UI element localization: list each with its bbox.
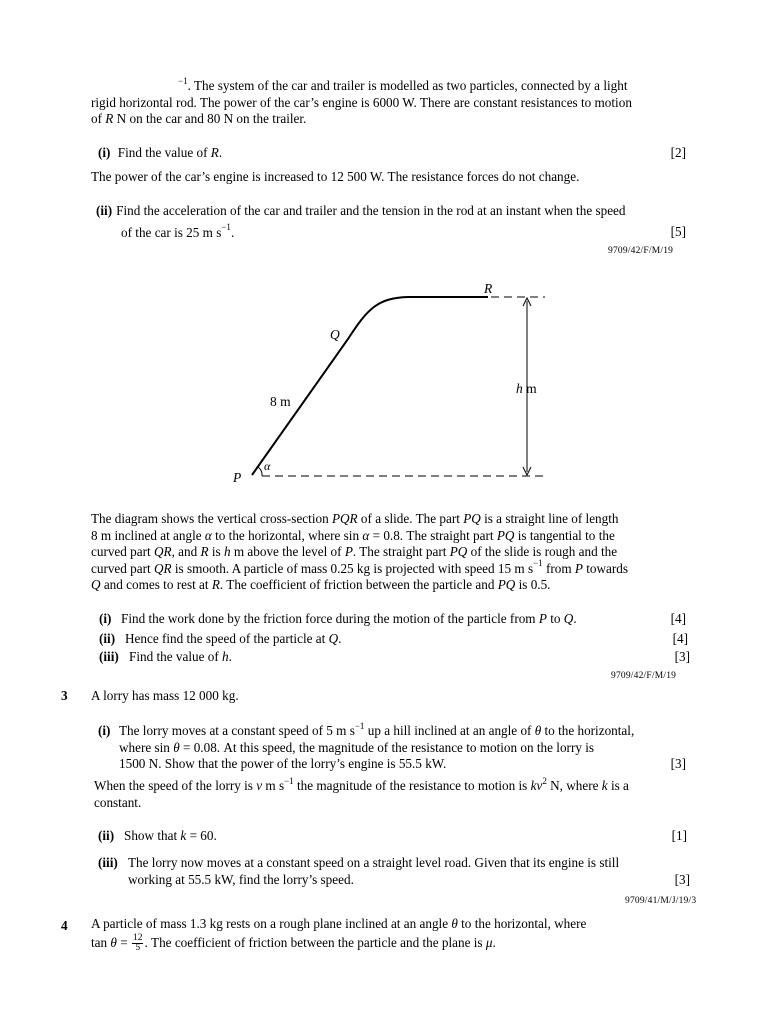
q2-para-l3-a: curved part bbox=[91, 544, 154, 559]
q2-part-iii-v1: h bbox=[222, 649, 229, 664]
q4-l2-c: . The coefficient of friction between the particle and the plane is bbox=[144, 934, 486, 950]
q3-part-i bbox=[98, 720, 686, 773]
q1-intro-line3-R: R bbox=[105, 111, 114, 126]
q3-part-i-l1-v: θ bbox=[534, 723, 542, 738]
q1-part-i-text-var: R bbox=[210, 145, 219, 160]
q3-number: 3 bbox=[61, 688, 68, 703]
q3-mid-l1-c: the magnitude of the resistance to motion is bbox=[293, 778, 531, 793]
q3-part-i-l1-a: The lorry moves at a constant speed of 5 m s bbox=[119, 723, 355, 738]
q2-part-iii-text-b: . bbox=[228, 649, 232, 664]
q1-part-i-text-a: Find the value of bbox=[117, 145, 211, 160]
fraction-12-over-5 bbox=[132, 934, 144, 954]
q2-para-l5-v3: PQ bbox=[497, 577, 516, 592]
q2-para-l1-b: of a slide. The part bbox=[357, 511, 464, 526]
q3-mid-l1-k2: k bbox=[601, 778, 608, 793]
q2-reference: 9709/42/F/M/19 bbox=[611, 671, 677, 681]
q4-frac-num: 12 bbox=[132, 932, 143, 943]
q2-para-l1-a: The diagram shows the vertical cross-section bbox=[91, 511, 332, 526]
q1-part-ii-line2-sup: −1 bbox=[221, 222, 231, 233]
q3-part-i-l2-v: θ bbox=[173, 739, 180, 755]
q1-intro-line3-a: of bbox=[91, 111, 106, 126]
q4-text bbox=[91, 916, 686, 954]
q2-part-ii-v1: Q bbox=[328, 631, 339, 646]
q2-para-l5-a: and comes to rest at bbox=[100, 577, 212, 592]
q2-para-l2-v1: α bbox=[204, 527, 212, 543]
q2-part-i-text-c: . bbox=[573, 611, 577, 626]
q2-part-i-text-a: Find the work done by the friction force during the motion of the particle from bbox=[121, 611, 539, 626]
q1-mid-text: The power of the car’s engine is increased to 12 500 W. The resistance forces do not change. bbox=[91, 169, 580, 184]
q2-part-i-text-b: to bbox=[546, 611, 564, 626]
q2-part-ii-mark: [4] bbox=[672, 631, 688, 646]
q4-l2-a: tan bbox=[91, 934, 111, 950]
q4-l1-b: to the horizontal, where bbox=[457, 916, 587, 931]
q2-para-l4-sup: −1 bbox=[533, 558, 543, 569]
q2-para-l4-v2: P bbox=[574, 560, 583, 576]
q4-l2-d: . bbox=[492, 934, 496, 950]
q1-intro-line2: rigid horizontal rod. The power of the car’s engine is 6000 W. There are constant resistances to motion bbox=[91, 94, 632, 110]
q2-part-iii bbox=[99, 649, 659, 666]
q3-mid-l2: constant. bbox=[94, 794, 142, 810]
q3-mid-l1-sup: −1 bbox=[284, 775, 294, 786]
q3-reference: 9709/41/M/J/19/3 bbox=[625, 896, 697, 906]
q1-intro-line3-b: N on the car and 80 N on the trailer. bbox=[113, 111, 307, 126]
q2-part-iii-mark: [3] bbox=[674, 649, 690, 664]
q3-part-iii-l1: The lorry now moves at a constant speed on a straight level road. Given that its engine is still bbox=[128, 855, 620, 870]
angle-arc bbox=[258, 467, 262, 476]
q2-para-l1-c: is a straight line of length bbox=[480, 511, 619, 526]
q4-l1-a: A particle of mass 1.3 kg rests on a rough plane inclined at an angle bbox=[91, 916, 452, 931]
q2-para-l2-d: is tangential to the bbox=[514, 527, 615, 543]
q2-para-l1-v1: PQR bbox=[331, 511, 358, 526]
q3-part-ii-text-b: = 60. bbox=[186, 828, 217, 843]
q1-part-i-label: (i) bbox=[98, 145, 111, 160]
label-height bbox=[516, 381, 537, 396]
q1-part-ii-line2-b: . bbox=[230, 224, 235, 240]
q2-para-l2-a: 8 m inclined at angle bbox=[91, 527, 205, 543]
q2-para-l2-c: = 0.8. The straight part bbox=[369, 527, 497, 543]
q3-part-iii-label: (iii) bbox=[98, 855, 118, 870]
q2-para-l2-v3: PQ bbox=[496, 527, 515, 543]
q3-mid-l1-e: is a bbox=[607, 778, 629, 793]
q4-l2-mu: μ bbox=[485, 934, 493, 950]
q3-part-ii bbox=[98, 828, 658, 845]
q2-para-l5-v1: Q bbox=[91, 577, 101, 592]
q2-para-l3-v2: R bbox=[200, 544, 209, 559]
q2-part-ii-label: (ii) bbox=[99, 631, 116, 646]
q2-description bbox=[91, 511, 686, 594]
q2-part-iii-text-a: Find the value of bbox=[129, 649, 223, 664]
q3-part-i-l1-sup: −1 bbox=[354, 720, 365, 731]
diagram-label-h: h bbox=[516, 381, 523, 396]
q3-mid-l1-v: v bbox=[256, 778, 263, 793]
q3-mid-l1-a: When the speed of the lorry is bbox=[94, 778, 257, 793]
label-R: R bbox=[484, 281, 493, 296]
q1-reference: 9709/42/F/M/19 bbox=[608, 246, 674, 256]
label-P: P bbox=[233, 470, 242, 485]
q2-part-ii bbox=[99, 631, 659, 648]
q3-part-i-l1-c: to the horizontal, bbox=[541, 723, 635, 738]
q3-part-ii-mark: [1] bbox=[671, 828, 687, 843]
q2-para-l3-v4: P bbox=[344, 544, 353, 559]
q2-para-l5-v2: R bbox=[211, 577, 220, 592]
q1-intro-line1: . The system of the car and trailer is modelled as two particles, connected by a light bbox=[187, 78, 628, 93]
q2-para-l2-v2: α bbox=[362, 527, 370, 543]
q2-para-l3-f: of the slide is rough and the bbox=[467, 544, 618, 559]
q4-l1-v: θ bbox=[451, 916, 458, 931]
diagram-label-h-unit: m bbox=[522, 381, 537, 396]
q3-mid-l1-b: m s bbox=[262, 778, 285, 793]
q2-part-i-label: (i) bbox=[99, 611, 112, 626]
q2-para-l3-e: . The straight part bbox=[352, 544, 450, 559]
q3-part-iii-l2: working at 55.5 kW, find the lorry’s speed. bbox=[128, 871, 354, 887]
q2-part-i-v2: Q bbox=[563, 611, 574, 626]
q3-part-i-l2-a: where sin bbox=[119, 739, 174, 755]
q3-mid bbox=[94, 775, 687, 811]
q3-part-i-mark: [3] bbox=[670, 756, 686, 771]
label-Q: Q bbox=[330, 327, 340, 342]
label-length: 8 m bbox=[270, 394, 291, 409]
q2-para-l3-c: is bbox=[208, 544, 224, 559]
q3-part-ii-text-a: Show that bbox=[124, 828, 181, 843]
q2-para-l1-v2: PQ bbox=[463, 511, 481, 526]
q2-para-l3-v3: h bbox=[223, 544, 231, 559]
q4-l2-b: = bbox=[116, 934, 131, 950]
q3-part-i-l2-b: = 0.08. At this speed, the magnitude of the resistance to motion on the lorry is bbox=[179, 739, 595, 755]
q3-part-iii bbox=[98, 855, 688, 888]
q2-part-i bbox=[99, 611, 659, 628]
q2-para-l4-v1: QR bbox=[153, 560, 172, 576]
q2-para-l3-v5: PQ bbox=[449, 544, 468, 559]
q2-para-l3-v1: QR bbox=[153, 544, 172, 559]
q1-part-i-text-b: . bbox=[218, 145, 223, 160]
q2-part-i-mark: [4] bbox=[670, 611, 686, 626]
q3-part-iii-mark: [3] bbox=[674, 872, 690, 887]
q2-para-l4-a: curved part bbox=[91, 560, 154, 576]
q2-para-l2-b: to the horizontal, where sin bbox=[211, 527, 363, 543]
q3-part-i-l1-b: up a hill inclined at an angle of bbox=[364, 723, 535, 738]
q2-part-ii-text-a: Hence find the speed of the particle at bbox=[125, 631, 329, 646]
q3-part-i-l3: 1500 N. Show that the power of the lorry’s engine is 55.5 kW. bbox=[119, 756, 447, 771]
q3-mid-l1-sup2: 2 bbox=[542, 775, 547, 786]
q3-part-i-label: (i) bbox=[98, 723, 111, 738]
q2-part-iii-label: (iii) bbox=[99, 649, 119, 664]
q4-frac-den: 5 bbox=[135, 943, 141, 953]
q3-part-ii-label: (ii) bbox=[98, 828, 115, 843]
q1-part-i-mark: [2] bbox=[670, 145, 686, 160]
q2-para-l4-b: is smooth. A particle of mass 0.25 kg is projected with speed 15 m s bbox=[171, 560, 534, 576]
q2-part-i-v1: P bbox=[538, 611, 547, 626]
q2-para-l4-c: from bbox=[542, 560, 575, 576]
q2-para-l4-d: towards bbox=[582, 560, 629, 576]
label-alpha: α bbox=[264, 459, 271, 473]
q3-part-ii-v: k bbox=[180, 828, 187, 843]
slide-profile bbox=[252, 297, 488, 475]
q2-para-l5-b: . The coefficient of friction between the particle and bbox=[219, 577, 498, 592]
q3-mid-l1-k: kv bbox=[530, 778, 543, 793]
q1-part-ii-line2-a: of the car is 25 m s bbox=[121, 224, 222, 240]
q4-l2-v: θ bbox=[110, 934, 117, 950]
q4-number: 4 bbox=[61, 918, 68, 933]
q2-para-l3-b: , and bbox=[171, 544, 201, 559]
q1-intro-sup: −1 bbox=[178, 75, 188, 86]
q1-part-ii-mark: [5] bbox=[670, 224, 686, 239]
q2-para-l3-d: m above the level of bbox=[230, 544, 345, 559]
q2-part-ii-text-b: . bbox=[338, 631, 342, 646]
q3-intro: A lorry has mass 12 000 kg. bbox=[91, 688, 239, 703]
q3-mid-l1-d: N, where bbox=[546, 778, 602, 793]
q1-part-ii-label: (ii) bbox=[96, 203, 113, 218]
q2-para-l5-c: is 0.5. bbox=[515, 577, 551, 592]
q1-part-ii-line1: Find the acceleration of the car and trailer and the tension in the rod at an instant when the speed bbox=[116, 203, 626, 218]
